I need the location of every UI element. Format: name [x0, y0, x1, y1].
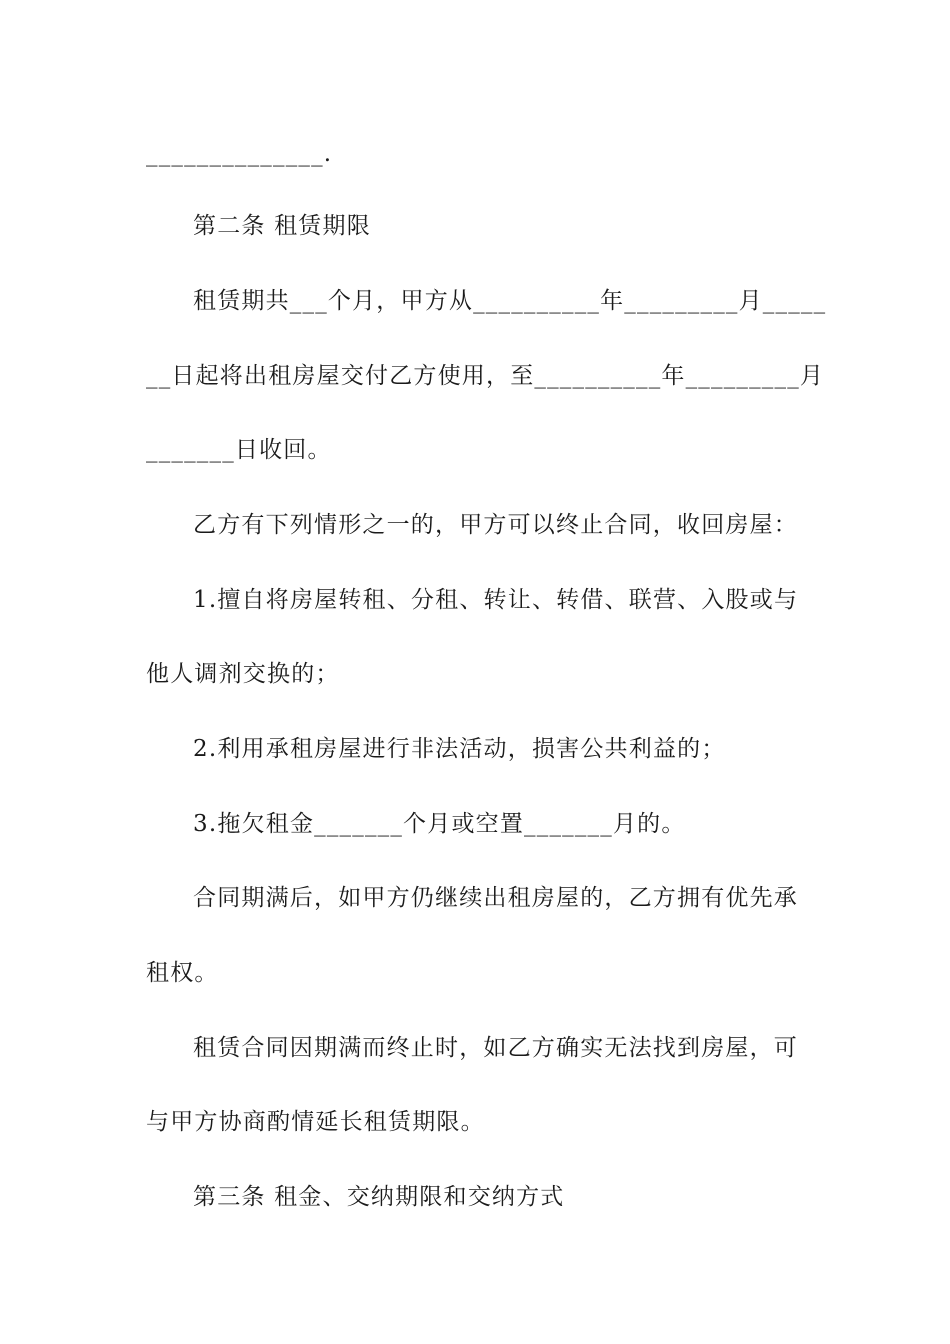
- priority-rent-line-2: 租权。: [146, 960, 219, 986]
- article-2-heading: 第二条 租赁期限: [193, 213, 371, 239]
- lease-term-line-2: __日起将出租房屋交付乙方使用，至__________年_________月: [146, 363, 825, 389]
- article-3-heading: 第三条 租金、交纳期限和交纳方式: [193, 1184, 565, 1210]
- termination-item-1-line-2: 他人调剂交换的；: [146, 661, 340, 687]
- lease-term-line-1: 租赁期共___个月，甲方从__________年_________月_____: [193, 288, 827, 314]
- termination-item-2: 2.利用承租房屋进行非法活动，损害公共利益的；: [193, 736, 726, 762]
- blank-line-continuation: ______________.: [146, 141, 333, 167]
- termination-item-1-line-1: 1.擅自将房屋转租、分租、转让、转借、联营、入股或与: [193, 587, 799, 613]
- lease-term-line-3: _______日收回。: [146, 437, 332, 463]
- priority-rent-line-1: 合同期满后，如甲方仍继续出租房屋的，乙方拥有优先承: [193, 885, 798, 911]
- termination-intro: 乙方有下列情形之一的，甲方可以终止合同，收回房屋：: [193, 512, 798, 538]
- extension-line-2: 与甲方协商酌情延长租赁期限。: [146, 1109, 485, 1135]
- extension-line-1: 租赁合同因期满而终止时，如乙方确实无法找到房屋，可: [193, 1035, 798, 1061]
- termination-item-3: 3.拖欠租金_______个月或空置_______月的。: [193, 811, 686, 837]
